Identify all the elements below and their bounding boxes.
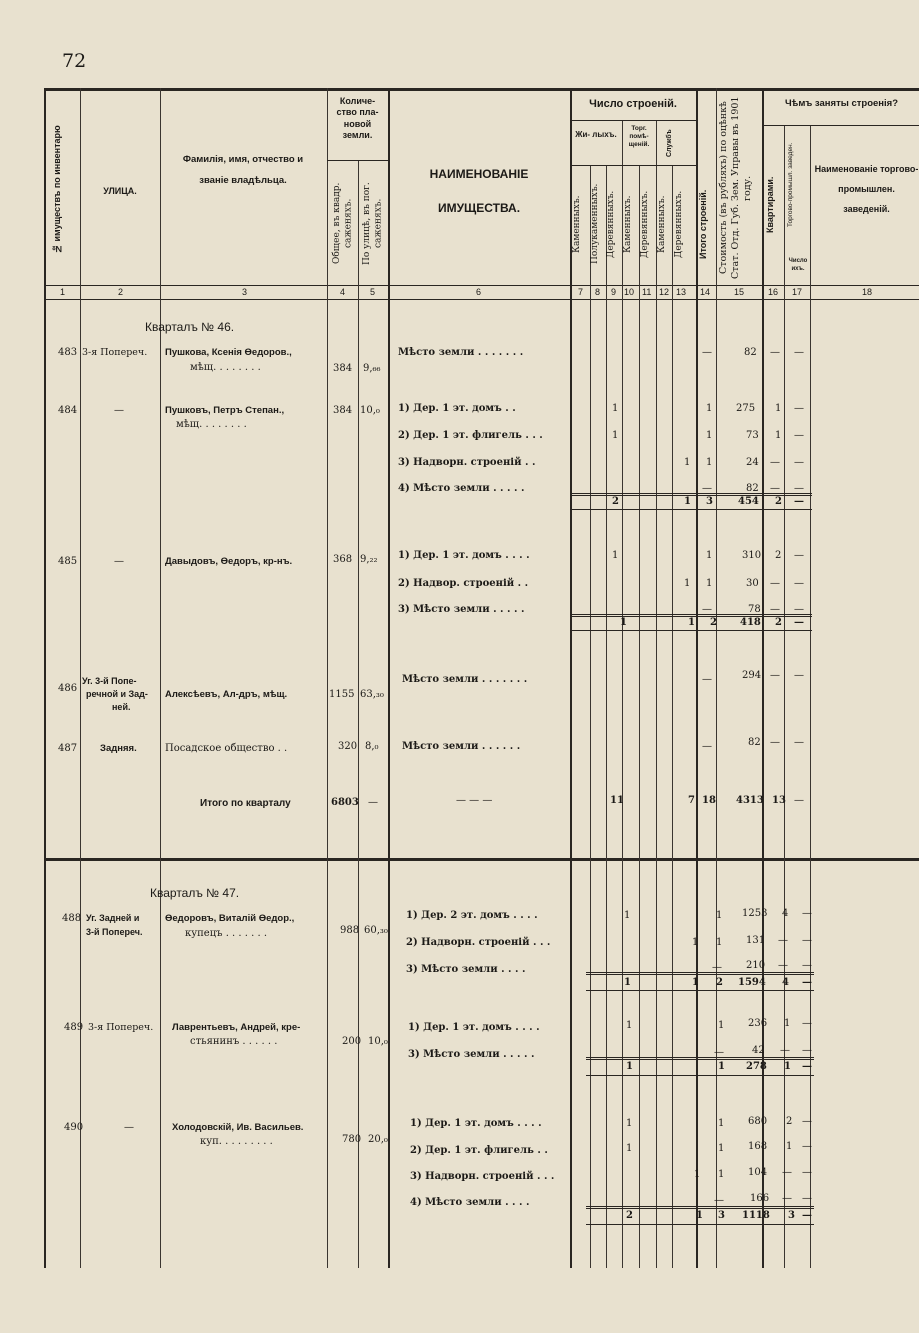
subtotal-line-bottom [572, 509, 812, 510]
item-2-c14: 1 [716, 937, 723, 948]
subtotal-c17: — [802, 977, 812, 988]
inventory-number: 486 [58, 683, 78, 694]
item-3: 3) Мѣсто земли . . . . . [398, 604, 525, 615]
col-line [358, 160, 359, 1268]
inventory-number: 489 [64, 1022, 84, 1033]
item-3-c17: — [794, 604, 804, 615]
colnum-10: 10 [624, 287, 635, 297]
subtotal-c16: 2 [775, 617, 782, 628]
subtotal-value: 454 [738, 496, 759, 507]
street: Задняя. [100, 743, 137, 754]
item-2-c16: — [770, 578, 780, 589]
group-line [327, 160, 388, 161]
item-1-value: 680 [748, 1116, 768, 1127]
frontage: 10,₀ [368, 1036, 388, 1047]
colnum-9: 9 [611, 287, 617, 297]
item-3-c13: 1 [694, 1169, 701, 1180]
area: 368 [333, 554, 353, 565]
header-c18: Наименованіе торгово-промышлен. заведеній. [814, 164, 919, 214]
owner: Посадское общество . . [165, 743, 288, 754]
quarter-divider [44, 858, 919, 861]
total-c14: 18 [702, 795, 716, 806]
item-1: 1) Дер. 2 эт. домъ . . . . [406, 910, 538, 921]
total-c13: 7 [688, 795, 695, 806]
total-front: — [368, 797, 378, 808]
inventory-number: 488 [62, 913, 82, 924]
item-2: 2) Дер. 1 эт. флигель . . [410, 1145, 548, 1156]
item-2-c17: — [794, 578, 804, 589]
item-4-c14: — [702, 483, 712, 494]
item-1-c16: 2 [775, 550, 782, 561]
header-c10: Каменныхъ. [623, 195, 633, 253]
area: 1155 [329, 689, 355, 700]
subtotal-c13: 1 [684, 496, 691, 507]
item-4-c17: — [802, 1193, 812, 1204]
item-1-value: 236 [748, 1018, 768, 1029]
owner-title: мѣщ. . . . . . . . [176, 419, 247, 430]
area: 384 [333, 363, 353, 374]
header-c11: Деревянныхъ. [640, 190, 650, 258]
subtotal-line [586, 972, 814, 975]
item-2-c17: — [802, 1045, 812, 1056]
total-area: 6803 [331, 797, 359, 808]
col-line [80, 88, 81, 1268]
area: 200 [342, 1036, 362, 1047]
item-4-c16: — [782, 1193, 792, 1204]
item-3-c16: — [770, 604, 780, 615]
colnum-13: 13 [676, 287, 687, 297]
subtotal-line [586, 1057, 814, 1060]
item-1-c17: — [802, 1018, 812, 1029]
subtotal-c14: 1 [718, 1061, 725, 1072]
subtotal-c14: 2 [710, 617, 717, 628]
header-c17: Торгово-промышл. заведен. [787, 142, 794, 228]
subtotal-c16: 2 [775, 496, 782, 507]
header-c16: Квартирами. [765, 176, 775, 234]
item-1-c16: 2 [786, 1116, 793, 1127]
owner: Пушковъ, Петръ Степан., [165, 405, 285, 416]
colnum-12: 12 [659, 287, 670, 297]
item-2-value: 131 [746, 935, 766, 946]
colnum-7: 7 [578, 287, 584, 297]
item-2-value: 168 [748, 1141, 768, 1152]
area: 384 [333, 405, 353, 416]
item-3-value: 78 [748, 604, 761, 615]
value: 82 [744, 347, 757, 358]
item-3-c14: — [712, 962, 722, 973]
header-c7: Каменныхъ. [572, 195, 582, 253]
street: 3-я Попереч. [88, 1022, 154, 1033]
street: Уг. Задней и [86, 913, 140, 923]
subtotal-value: 1118 [742, 1210, 770, 1221]
item-1-c9: 1 [612, 550, 619, 561]
item-3-value: 210 [746, 960, 766, 971]
frontage: 63,₃₀ [360, 689, 384, 700]
quarter-47-title: Кварталъ № 47. [150, 886, 240, 900]
subtotal-c14: 3 [706, 496, 713, 507]
item-2-c16: — [778, 935, 788, 946]
header-c8: Полукаменныхъ. [590, 183, 600, 265]
item-1-c14: 1 [706, 550, 713, 561]
col-line [622, 120, 623, 1268]
owner: Өедоровъ, Виталій Өедор., [165, 913, 295, 924]
subtotal-c17: — [794, 617, 804, 628]
subtotal-value: 418 [740, 617, 761, 628]
colnum-17: 17 [792, 287, 803, 297]
item-3-c13: 1 [684, 457, 691, 468]
item-2-value: 73 [746, 430, 759, 441]
group-line [762, 125, 919, 126]
header-c9: Деревянныхъ. [606, 190, 616, 258]
header-property-name: НАИМЕНОВАНІЕ ИМУЩЕСТВА. [429, 167, 529, 215]
item-2-c13: 1 [692, 937, 699, 948]
header-c14: Итого строеній. [698, 189, 708, 259]
colnum-8: 8 [595, 287, 601, 297]
frontage: 10,₀ [360, 405, 380, 416]
colnum-14: 14 [700, 287, 711, 297]
item-2-c9: 1 [626, 1143, 633, 1154]
item-1: 1) Дер. 1 эт. домъ . . . . [410, 1118, 542, 1129]
col-line [672, 165, 673, 1268]
owner-title: стьянинъ . . . . . . [190, 1036, 278, 1047]
item-4-c14: — [714, 1195, 724, 1206]
item-1-c9: 1 [626, 1118, 633, 1129]
col-line [160, 88, 161, 1268]
frontage: 9,₆₆ [363, 363, 381, 374]
col-line [810, 125, 811, 1268]
colnum-3: 3 [242, 287, 248, 297]
item-2-value: 42 [752, 1045, 765, 1056]
item-1-c17: — [794, 550, 804, 561]
subtotal-c9: 1 [626, 1061, 633, 1072]
colnum-18: 18 [862, 287, 873, 297]
owner: Лаврентьевъ, Андрей, кре- [172, 1022, 301, 1033]
item-2-c14: 1 [706, 578, 713, 589]
subtotal-c9: 2 [626, 1210, 633, 1221]
trade-count: — [794, 347, 804, 358]
item-2-c17: — [802, 935, 812, 946]
header-occupied-group: Чѣмъ заняты строенія? [784, 98, 899, 109]
colnum-6: 6 [476, 287, 482, 297]
item-3-c17: — [802, 960, 812, 971]
header-living: Жи- лыхъ. [575, 130, 617, 139]
header-c12: Каменныхъ. [657, 195, 667, 253]
item-1-c9: 1 [626, 1020, 633, 1031]
header-inventory-number: № имуществъ по инвентарю [52, 125, 62, 255]
subtotal-c16: 1 [784, 1061, 791, 1072]
subtotal-c14: 2 [716, 977, 723, 988]
item-1-c14: 1 [718, 1118, 725, 1129]
street: — [114, 405, 124, 416]
col-line [590, 165, 591, 1268]
item-2-c16: 1 [786, 1141, 793, 1152]
header-c17-count: Число ихъ. [788, 258, 808, 272]
col-line [606, 165, 607, 1268]
item-4: 4) Мѣсто земли . . . . [410, 1197, 530, 1208]
subtotal-c14: 3 [718, 1210, 725, 1221]
item-2-c13: 1 [684, 578, 691, 589]
header-c15: Стоимость (въ рубляхъ) по оцѣнкѣ Стат. Отд. Губ. Зем. Управы въ 1901 году. [718, 96, 753, 280]
subtotal-c13: 1 [688, 617, 695, 628]
colnum-15: 15 [734, 287, 745, 297]
item-2: 2) Дер. 1 эт. флигель . . . [398, 430, 543, 441]
item-3-c16: — [782, 1167, 792, 1178]
item-1-c17: — [802, 1116, 812, 1127]
item-2: 2) Надвор. строеній . . [398, 578, 529, 589]
item-1-value: 310 [742, 550, 762, 561]
item-1-c16: 4 [782, 908, 789, 919]
item-2-value: 30 [746, 578, 759, 589]
owner: Холодовскій, Ив. Васильев. [172, 1122, 304, 1133]
frontage: 60,₃₀ [364, 925, 388, 936]
colnum-4: 4 [340, 287, 346, 297]
subtotal-c16: 3 [788, 1210, 795, 1221]
table-top-border [44, 88, 919, 91]
item-3: 3) Надворн. строеній . . [398, 457, 536, 468]
item-3-c14: 1 [706, 457, 713, 468]
apartments: — [770, 670, 780, 681]
owner: Алексѣевъ, Ал-дръ, мѣщ. [165, 689, 288, 700]
street: Уг. 3-й Попе- [82, 676, 137, 686]
owner: Давыдовъ, Өедоръ, кр-нъ. [165, 556, 293, 567]
property-item: Мѣсто земли . . . . . . . [402, 674, 528, 685]
inventory-number: 485 [58, 556, 78, 567]
item-3: 3) Надворн. строеній . . . [410, 1171, 555, 1182]
item-1: 1) Дер. 1 эт. домъ . . . . [408, 1022, 540, 1033]
item-1-c14: 1 [706, 403, 713, 414]
item-2-c14: 1 [718, 1143, 725, 1154]
inventory-number: 483 [58, 347, 78, 358]
item-3-value: 104 [748, 1167, 768, 1178]
total-item: — — — [456, 795, 493, 806]
col-line [716, 88, 717, 1268]
col-line [784, 125, 785, 1268]
col-line [44, 88, 46, 1268]
apartments: — [770, 737, 780, 748]
item-4-value: 82 [746, 483, 759, 494]
street: — [114, 556, 124, 567]
colnum-1: 1 [60, 287, 66, 297]
street: — [124, 1122, 134, 1133]
subtotal-value: 278 [746, 1061, 767, 1072]
total-c17: — [794, 795, 804, 806]
group-line [570, 165, 696, 166]
subtotal-c17: — [802, 1061, 812, 1072]
frontage: 8,₀ [365, 741, 379, 752]
subtotal-c17: — [802, 1210, 812, 1221]
inventory-number: 487 [58, 743, 78, 754]
frontage: 9,₂₂ [360, 554, 378, 565]
frontage: 20,₀ [368, 1134, 388, 1145]
subtotal-c17: — [794, 496, 804, 507]
quarter-46-title: Кварталъ № 46. [145, 320, 235, 334]
header-c13: Деревянныхъ. [674, 190, 684, 258]
page-number: 72 [62, 50, 87, 72]
item-2-c14: 1 [706, 430, 713, 441]
owner: Пушкова, Ксенія Өедоров., [165, 347, 292, 358]
total-buildings: — [702, 741, 712, 752]
colnum-bottom-border [44, 299, 919, 300]
item-3: 3) Мѣсто земли . . . . [406, 964, 526, 975]
col-line [388, 88, 390, 1268]
col-line [762, 88, 764, 1268]
area: 988 [340, 925, 360, 936]
header-frontage: По улицѣ, въ пог. саженяхъ. [362, 182, 384, 265]
trade-count: — [794, 670, 804, 681]
col-line [639, 165, 640, 1268]
item-1-c9: 1 [624, 910, 631, 921]
owner-title: куп. . . . . . . . . [200, 1136, 273, 1147]
subtotal-c9: 1 [620, 617, 627, 628]
colnum-2: 2 [118, 287, 124, 297]
apartments: — [770, 347, 780, 358]
group-line [570, 120, 696, 121]
item-2-c9: 1 [612, 430, 619, 441]
header-area: Общее, въ квадр. саженяхъ. [332, 182, 354, 265]
item-3-c14: 1 [718, 1169, 725, 1180]
total-label: Итого по кварталу [200, 798, 291, 809]
item-4-value: 166 [750, 1193, 770, 1204]
value: 82 [748, 737, 761, 748]
subtotal-value: 1594 [738, 977, 766, 988]
item-1-value: 275 [736, 403, 756, 414]
owner-title: мѣщ. . . . . . . . [190, 362, 261, 373]
header-buildings-group: Число строеній. [589, 98, 677, 110]
trade-count: — [794, 737, 804, 748]
inventory-number: 490 [64, 1122, 84, 1133]
item-3-c14: — [702, 604, 712, 615]
item-3-c16: — [778, 960, 788, 971]
item-4: 4) Мѣсто земли . . . . . [398, 483, 525, 494]
item-1-value: 1253 [742, 908, 768, 919]
item-1-c14: 1 [716, 910, 723, 921]
total-buildings: — [702, 674, 712, 685]
area: 320 [338, 741, 358, 752]
item-4-c17: — [794, 483, 804, 494]
item-2-c16: — [780, 1045, 790, 1056]
value: 294 [742, 670, 762, 681]
item-3-c17: — [802, 1167, 812, 1178]
total-c9: 11 [610, 795, 624, 806]
header-trade: Торг. помѣ- щеній. [628, 125, 650, 149]
header-bottom-border [44, 285, 919, 286]
item-2-c16: 1 [775, 430, 782, 441]
total-value: 4313 [736, 795, 764, 806]
colnum-11: 11 [642, 287, 652, 297]
street-line-2: речной и Зад- [86, 689, 148, 699]
subtotal-c9: 1 [624, 977, 631, 988]
colnum-5: 5 [370, 287, 376, 297]
col-line [327, 88, 328, 1268]
owner-title: купецъ . . . . . . . [185, 928, 268, 939]
street-line-3: ней. [112, 702, 131, 712]
subtotal-line-bottom [586, 990, 814, 991]
item-3-value: 24 [746, 457, 759, 468]
area: 780 [342, 1134, 362, 1145]
header-land-group: Количе- ство пла- новой земли. [336, 96, 379, 140]
item-2: 2) Надворн. строеній . . . [406, 937, 551, 948]
item-1-c17: — [802, 908, 812, 919]
header-owner: Фамилія, имя, отчество и званіе владѣльца. [182, 154, 304, 186]
subtotal-c16: 4 [782, 977, 789, 988]
subtotal-c9: 2 [612, 496, 619, 507]
item-1-c9: 1 [612, 403, 619, 414]
subtotal-line-bottom [586, 1224, 814, 1225]
street: 3-я Попереч. [82, 347, 148, 358]
col-line [656, 120, 657, 1268]
property-item: Мѣсто земли . . . . . . [402, 741, 521, 752]
subtotal-line [586, 1206, 814, 1209]
item-1-c16: 1 [784, 1018, 791, 1029]
subtotal-c13: 1 [692, 977, 699, 988]
header-service: Службъ [666, 129, 673, 157]
item-2-c17: — [802, 1141, 812, 1152]
item-2: 3) Мѣсто земли . . . . . [408, 1049, 535, 1060]
property-item: Мѣсто земли . . . . . . . [398, 347, 524, 358]
subtotal-line-bottom [572, 630, 812, 631]
colnum-16: 16 [768, 287, 779, 297]
item-1: 1) Дер. 1 эт. домъ . . [398, 403, 516, 414]
subtotal-c13: 1 [696, 1210, 703, 1221]
item-1-c14: 1 [718, 1020, 725, 1031]
item-2-c14: — [714, 1047, 724, 1058]
item-1: 1) Дер. 1 эт. домъ . . . . [398, 550, 530, 561]
header-street: УЛИЦА. [103, 186, 137, 196]
total-buildings: — [702, 347, 712, 358]
subtotal-line-bottom [586, 1075, 814, 1076]
item-1-c16: 1 [775, 403, 782, 414]
street-line-2: 3-й Попереч. [86, 927, 143, 937]
item-3-c16: — [770, 457, 780, 468]
item-3-c17: — [794, 457, 804, 468]
item-2-c17: — [794, 430, 804, 441]
item-4-c16: — [770, 483, 780, 494]
total-c16: 13 [772, 795, 786, 806]
item-1-c17: — [794, 403, 804, 414]
inventory-number: 484 [58, 405, 78, 416]
